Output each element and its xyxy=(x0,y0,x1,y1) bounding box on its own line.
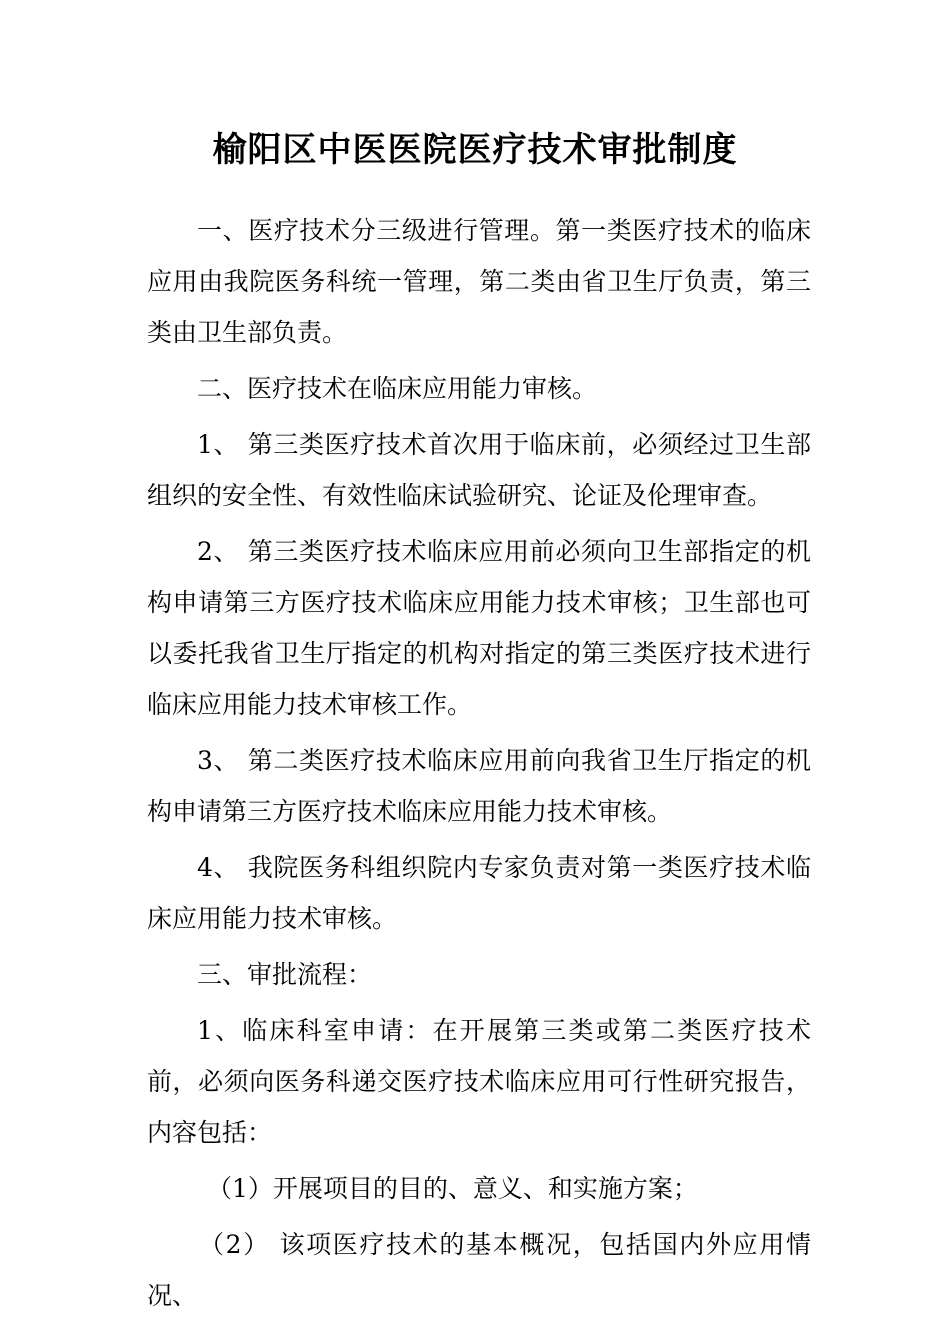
paragraph-item-3-1: 1、临床科室申请：在开展第三类或第二类医疗技术前，必须向医务科递交医疗技术临床应用可行性研究报告，内容包括： xyxy=(147,1016,811,1147)
document-title: 榆阳区中医医院医疗技术审批制度 xyxy=(212,130,738,170)
paragraph-item-2-1: 1、 第三类医疗技术首次用于临床前，必须经过卫生部组织的安全性、有效性临床试验研究、论证及伦理审查。 xyxy=(147,430,811,510)
document-body xyxy=(147,205,811,1326)
paragraph-subitem-1: （1）开展项目的目的、意义、和实施方案； xyxy=(207,1174,698,1203)
paragraph-item-2-4: 4、 我院医务科组织院内专家负责对第一类医疗技术临床应用能力技术审核。 xyxy=(147,853,811,933)
paragraph-section-1: 一、医疗技术分三级进行管理。第一类医疗技术的临床应用由我院医务科统一管理，第二类由省卫生厅负责，第三类由卫生部负责。 xyxy=(147,216,811,347)
paragraph-section-3: 三、审批流程： xyxy=(197,960,373,989)
paragraph-item-2-2: 2、 第三类医疗技术临床应用前必须向卫生部指定的机构申请第三方医疗技术临床应用能力技术审核；卫生部也可以委托我省卫生厅指定的机构对指定的第三类医疗技术进行临床应用能力技术审核工作。 xyxy=(147,537,811,719)
paragraph-subitem-2: （2） 该项医疗技术的基本概况，包括国内外应用情况、 xyxy=(147,1230,811,1310)
paragraph-item-2-3: 3、 第二类医疗技术临床应用前向我省卫生厅指定的机构申请第三方医疗技术临床应用能力技术审核。 xyxy=(147,746,811,826)
paragraph-section-2: 二、医疗技术在临床应用能力审核。 xyxy=(197,374,598,403)
